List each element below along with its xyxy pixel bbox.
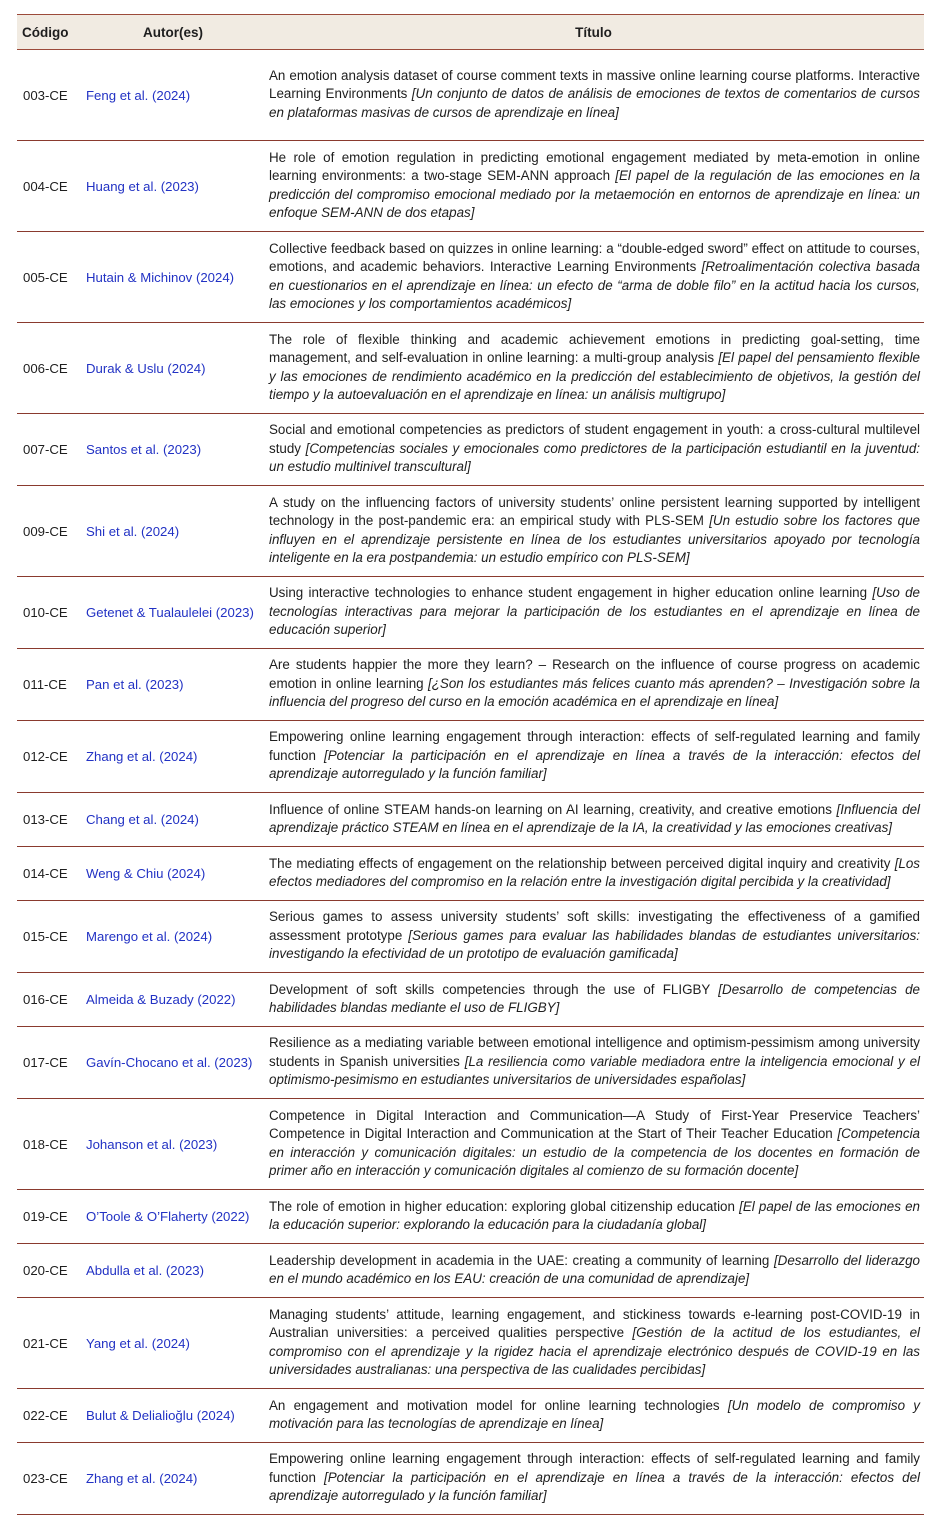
author-citation-link[interactable]: Zhang et al. (2024): [86, 749, 198, 764]
row-title-cell: [263, 721, 924, 793]
author-citation-link[interactable]: Bulut & Delialioğlu (2024): [86, 1408, 235, 1423]
references-table: [17, 14, 924, 1515]
table-row: [17, 323, 924, 414]
row-authors-cell: [83, 1244, 263, 1298]
row-code: 003-CE: [17, 50, 83, 141]
table-row: [17, 1099, 924, 1190]
author-citation-link[interactable]: O’Toole & O’Flaherty (2022): [86, 1209, 250, 1224]
table-row: [17, 1027, 924, 1099]
row-code: 019-CE: [17, 1190, 83, 1244]
table-row: [17, 1389, 924, 1443]
title-english: An emotion analysis dataset of course comment texts in massive online learning course platforms. Interactive Learning Environments: [269, 67, 920, 102]
row-code: 016-CE: [17, 973, 83, 1027]
header-code: Código: [17, 15, 83, 50]
title-english: Using interactive technologies to enhance student engagement in higher education online learning: [269, 585, 868, 601]
row-title-cell: [263, 486, 924, 577]
row-code: 009-CE: [17, 486, 83, 577]
author-citation-link[interactable]: Johanson et al. (2023): [86, 1136, 218, 1152]
row-code: 004-CE: [17, 141, 83, 232]
row-code: 007-CE: [17, 414, 83, 486]
row-authors-cell: [83, 973, 263, 1027]
title-spanish-translation: [El papel de las emociones en la educación superior: explorando la educación para la ciudadanía global]: [269, 1198, 920, 1232]
row-title-cell: [263, 232, 924, 323]
title-english: Resilience as a mediating variable between emotional intelligence and optimism-pessimism among university students in Spanish universities: [269, 1035, 920, 1069]
row-authors-cell: [83, 232, 263, 323]
row-authors-cell: [83, 721, 263, 793]
row-authors-cell: [83, 1190, 263, 1244]
table-header: [17, 15, 924, 50]
title-english: A study on the influencing factors of university students’ online persistent learning supported by intelligent technology in the post-pandemic era: an empirical study with PLS-SEM: [269, 494, 920, 528]
table-row: [17, 901, 924, 973]
title-spanish-translation: [El papel de la regulación de las emociones en la predicción del compromiso emocional mediado por la metaemoción en entornos de aprendizaje en línea: un enfoque SEM-ANN de dos etapas]: [269, 168, 920, 220]
row-title-cell: [263, 1027, 924, 1099]
row-title-cell: [263, 1099, 924, 1190]
header-title: Título: [263, 15, 924, 50]
row-title-cell: [263, 1389, 924, 1443]
title-spanish-translation: [Uso de tecnologías interactivas para mejorar la participación de los estudiantes en el aprendizaje en línea de educación superior]: [269, 585, 920, 638]
author-citation-link[interactable]: Huang et al. (2023): [86, 178, 199, 194]
table-row: [17, 649, 924, 721]
author-citation-link[interactable]: Santos et al. (2023): [86, 442, 202, 457]
row-code: 012-CE: [17, 721, 83, 793]
table-row: [17, 414, 924, 486]
row-title-cell: [263, 414, 924, 486]
row-authors-cell: [83, 1099, 263, 1190]
title-english: Serious games to assess university students’ soft skills: investigating the effectiveness of a gamified assessment prototype: [269, 909, 920, 943]
author-citation-link[interactable]: Yang et al. (2024): [86, 1335, 190, 1351]
author-citation-link[interactable]: Gavín-Chocano et al. (2023): [86, 1055, 253, 1070]
title-spanish-translation: [Competencia en interacción y comunicación digitales: un estudio de la competencia de los docentes en formación de primer año en interacción y comunicación digitales al comienzo de su formación docente]: [269, 1126, 920, 1178]
table-body: [17, 50, 924, 1515]
table-row: [17, 577, 924, 649]
row-code: 018-CE: [17, 1099, 83, 1190]
row-code: 022-CE: [17, 1389, 83, 1443]
author-citation-link[interactable]: Almeida & Buzady (2022): [86, 992, 236, 1007]
row-authors-cell: [83, 649, 263, 721]
author-citation-link[interactable]: Feng et al. (2024): [86, 87, 191, 103]
author-citation-link[interactable]: Chang et al. (2024): [86, 812, 199, 827]
title-english: Competence in Digital Interaction and Communication—A Study of First-Year Preservice Teachers’ Competence in Digital Interaction and Communication at the Start of Their Teacher Education: [269, 1107, 920, 1141]
row-code: 015-CE: [17, 901, 83, 973]
author-citation-link[interactable]: Weng & Chiu (2024): [86, 866, 206, 881]
author-citation-link[interactable]: Getenet & Tualaulelei (2023): [86, 605, 254, 620]
row-title-cell: [263, 793, 924, 847]
title-english: Collective feedback based on quizzes in online learning: a “double-edged sword” effect on attitude to courses, emotions, and academic behaviors. Interactive Learning Environments: [269, 240, 920, 274]
title-spanish-translation: [Los efectos mediadores del compromiso en la relación entre la investigación digital percibida y la creatividad]: [269, 855, 920, 889]
row-code: 011-CE: [17, 649, 83, 721]
row-code: 017-CE: [17, 1027, 83, 1099]
author-citation-link[interactable]: Abdulla et al. (2023): [86, 1263, 205, 1278]
header-authors: Autor(es): [83, 15, 263, 50]
row-authors-cell: [83, 323, 263, 414]
title-english: Social and emotional competencies as predictors of student engagement in youth: a cross-cultural multilevel study: [269, 422, 920, 456]
title-english: Development of soft skills competencies through the use of FLIGBY: [269, 981, 711, 997]
title-english: Influence of online STEAM hands-on learning on AI learning, creativity, and creative emotions: [269, 801, 832, 817]
row-title-cell: [263, 1244, 924, 1298]
title-english: Leadership development in academia in the UAE: creating a community of learning: [269, 1252, 770, 1268]
row-authors-cell: [83, 1389, 263, 1443]
row-authors-cell: [83, 847, 263, 901]
row-authors-cell: [83, 1298, 263, 1389]
table-row: [17, 1244, 924, 1298]
row-authors-cell: [83, 577, 263, 649]
title-english: Managing students’ attitude, learning engagement, and stickiness towards e-learning post-COVID-19 in Australian universities: a perceived qualities perspective: [269, 1306, 920, 1340]
title-spanish-translation: [Un modelo de compromiso y motivación para las tecnologías de aprendizaje en línea]: [269, 1397, 920, 1431]
title-spanish-translation: [¿Son los estudiantes más felices cuanto más aprenden? – Investigación sobre la influencia del progreso del curso en la emoción académica en el aprendizaje en línea]: [269, 675, 920, 710]
title-spanish-translation: [Competencias sociales y emocionales como predictores de la participación estudiantil en la juventud: un estudio multinivel transcultural]: [269, 440, 920, 475]
title-spanish-translation: [El papel del pensamiento flexible y las emociones de rendimiento académico en la predicción del establecimiento de objetivos, la gestión del tiempo y la autoevaluación en el aprendizaje en línea: un análisis multigrupo]: [269, 350, 920, 402]
row-authors-cell: [83, 50, 263, 141]
row-authors-cell: [83, 793, 263, 847]
table-row: [17, 232, 924, 323]
header-row: [17, 15, 924, 50]
row-code: 010-CE: [17, 577, 83, 649]
title-english: He role of emotion regulation in predicting emotional engagement mediated by meta-emotion in online learning environments: a two-stage SEM-ANN approach: [269, 149, 920, 183]
title-spanish-translation: [Desarrollo de competencias de habilidades blandas mediante el uso de FLIGBY]: [269, 981, 920, 1015]
row-title-cell: [263, 50, 924, 141]
table-row: [17, 50, 924, 141]
title-spanish-translation: [Serious games para evaluar las habilidades blandas de estudiantes universitarios: investigando la efectividad de un prototipo de evaluación gamificada]: [269, 927, 920, 962]
table-row: [17, 793, 924, 847]
table-row: [17, 721, 924, 793]
title-spanish-translation: [Un estudio sobre los factores que influyen en el aprendizaje persistente en línea de los estudiantes universitarios apoyado por tecnología inteligente en la era postpandemia: un estudio empírico con PLS-SEM]: [269, 513, 920, 565]
title-spanish-translation: [Potenciar la participación en el aprendizaje en línea a través de la interacción: efectos del aprendizaje autorregulado y la función familiar]: [269, 747, 920, 782]
author-citation-link[interactable]: Zhang et al. (2024): [86, 1471, 198, 1486]
row-title-cell: [263, 323, 924, 414]
references-table-container: [17, 14, 924, 1515]
row-authors-cell: [83, 141, 263, 232]
row-code: 005-CE: [17, 232, 83, 323]
author-citation-link[interactable]: Marengo et al. (2024): [86, 929, 213, 944]
row-title-cell: [263, 1190, 924, 1244]
title-english: The mediating effects of engagement on the relationship between perceived digital inquiry and creativity: [269, 855, 891, 871]
row-title-cell: [263, 901, 924, 973]
row-title-cell: [263, 649, 924, 721]
row-title-cell: [263, 1298, 924, 1389]
title-english: Are students happier the more they learn? – Research on the influence of course progress on academic emotion in online learning: [269, 657, 920, 691]
title-english: An engagement and motivation model for online learning technologies: [269, 1397, 720, 1413]
row-authors-cell: [83, 486, 263, 577]
row-title-cell: [263, 577, 924, 649]
row-code: 006-CE: [17, 323, 83, 414]
author-citation-link[interactable]: Hutain & Michinov (2024): [86, 269, 235, 285]
row-code: 021-CE: [17, 1298, 83, 1389]
title-spanish-translation: [La resiliencia como variable mediadora entre la inteligencia emocional y el optimismo-pesimismo en estudiantes universitarios de universidades españolas]: [269, 1053, 920, 1088]
table-row: [17, 486, 924, 577]
row-title-cell: [263, 847, 924, 901]
row-code: 014-CE: [17, 847, 83, 901]
table-row: [17, 1190, 924, 1244]
title-spanish-translation: [Un conjunto de datos de análisis de emociones de textos de comentarios de cursos en plataformas masivas de cursos de aprendizaje en línea]: [269, 86, 920, 120]
row-code: 020-CE: [17, 1244, 83, 1298]
title-spanish-translation: [Potenciar la participación en el aprendizaje en línea a través de la interacción: efectos del aprendizaje autorregulado y la función familiar]: [269, 1469, 920, 1504]
author-citation-link[interactable]: Durak & Uslu (2024): [86, 360, 206, 376]
title-spanish-translation: [Desarrollo del liderazgo en el mundo académico en los EAU: creación de una comunidad de aprendizaje]: [269, 1252, 920, 1286]
row-code: 023-CE: [17, 1443, 83, 1515]
row-title-cell: [263, 141, 924, 232]
row-authors-cell: [83, 901, 263, 973]
table-row: [17, 141, 924, 232]
title-spanish-translation: [Retroalimentación colectiva basada en cuestionarios en el aprendizaje en línea: un efecto de “arma de doble filo” en la actitud hacia los cursos, las emociones y los comportamientos académicos]: [269, 259, 920, 311]
table-row: [17, 973, 924, 1027]
table-row: [17, 1298, 924, 1389]
row-authors-cell: [83, 414, 263, 486]
table-row: [17, 847, 924, 901]
author-citation-link[interactable]: Pan et al. (2023): [86, 677, 184, 692]
title-spanish-translation: [Influencia del aprendizaje práctico STEAM en línea en el aprendizaje de la IA, la creatividad y las emociones creativas]: [269, 801, 920, 835]
title-english: Empowering online learning engagement through interaction: effects of self-regulated learning and family function: [269, 1451, 920, 1485]
author-citation-link[interactable]: Shi et al. (2024): [86, 523, 180, 539]
title-english: The role of flexible thinking and academic achievement emotions in predicting goal-setting, time management, and self-evaluation in online learning: a multi-group analysis: [269, 331, 920, 365]
title-spanish-translation: [Gestión de la actitud de los estudiantes, el compromiso con el aprendizaje y la rigidez hacia el aprendizaje electrónico después de COVID-19 en las universidades australianas: una perspectiva de las cualidades percibidas]: [269, 1325, 920, 1377]
row-code: 013-CE: [17, 793, 83, 847]
row-authors-cell: [83, 1027, 263, 1099]
row-title-cell: [263, 973, 924, 1027]
title-english: The role of emotion in higher education: exploring global citizenship education: [269, 1198, 735, 1214]
title-english: Empowering online learning engagement through interaction: effects of self-regulated learning and family function: [269, 729, 920, 763]
